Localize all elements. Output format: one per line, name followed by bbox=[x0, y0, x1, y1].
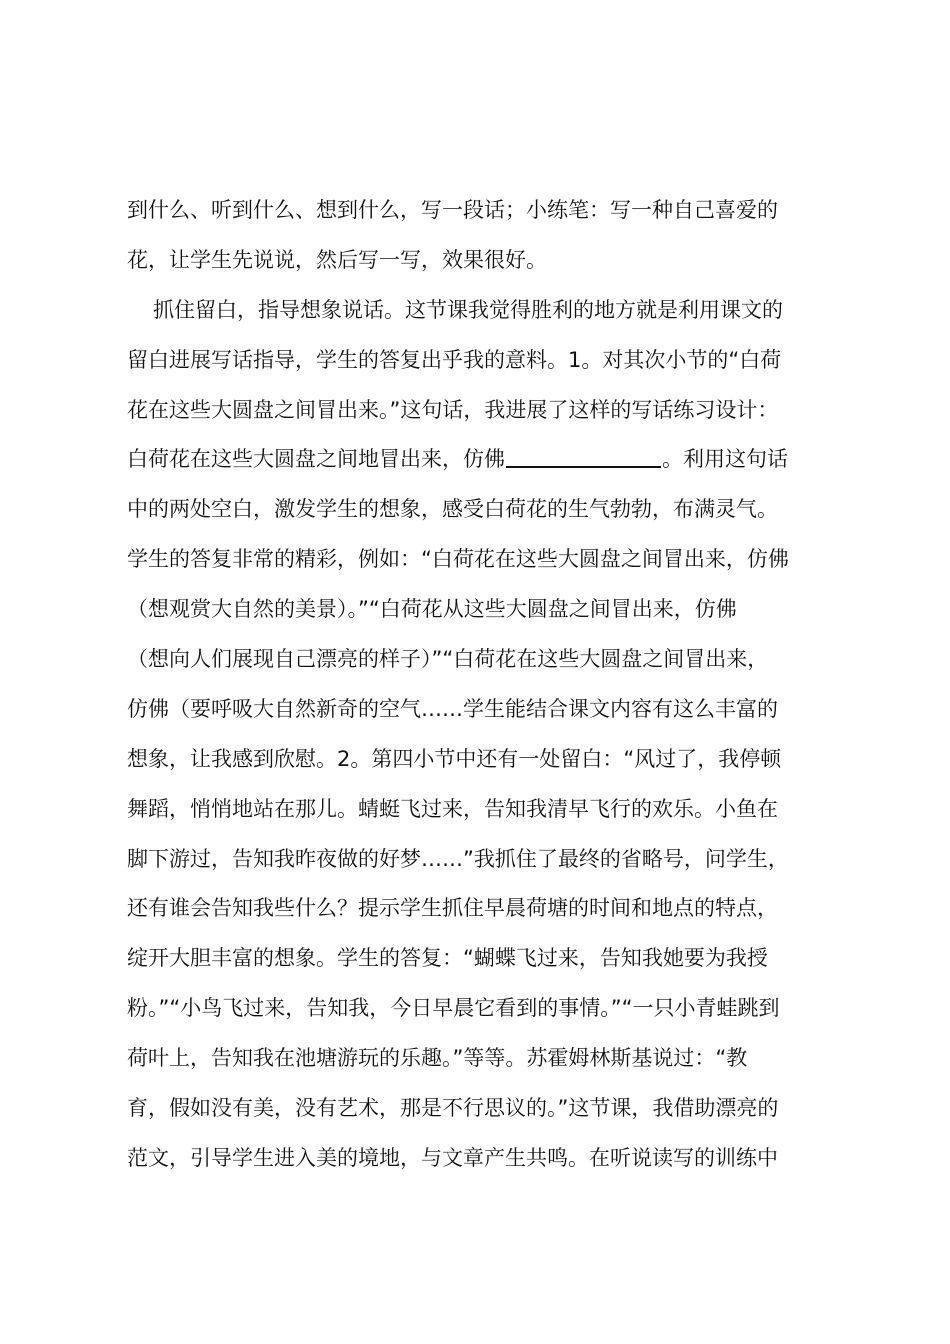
text-line: 舞蹈，悄悄地站在那儿。蜻蜓飞过来，告知我清早飞行的欢乐。小鱼在 bbox=[127, 796, 778, 821]
text-line: （想向人们展现自己漂亮的样子）”“白荷花在这些大圆盘之间冒出来， bbox=[127, 647, 769, 672]
text-line: 学生的答复非常的精彩，例如：“白荷花在这些大圆盘之间冒出来，仿佛 bbox=[127, 547, 789, 572]
text-line: 脚下游过，告知我昨夜做的好梦……”我抓住了最终的省略号，问学生， bbox=[127, 846, 789, 871]
text-segment: 白荷花在这些大圆盘之间地冒出来，仿佛 bbox=[127, 447, 505, 472]
text-line: 中的两处空白，激发学生的想象，感受白荷花的生气勃勃，布满灵气。 bbox=[127, 497, 778, 522]
body-text bbox=[127, 186, 833, 1184]
text-line: 还有谁会告知我些什么？提示学生抓住早晨荷塘的时间和地点的特点， bbox=[127, 896, 778, 921]
text-line: 到什么、听到什么、想到什么，写一段话；小练笔：写一种自己喜爱的 bbox=[127, 198, 778, 222]
paragraph-start-line: 抓住留白，指导想象说话。这节课我觉得胜利的地方就是利用课文的 bbox=[153, 297, 783, 322]
fill-in-blank bbox=[506, 466, 661, 468]
text-line: 花，让学生先说说，然后写一写，效果很好。 bbox=[127, 247, 547, 272]
text-line: 绽开大胆丰富的想象。学生的答复：“蝴蝶飞过来，告知我她要为我授 bbox=[127, 946, 768, 971]
text-line: 仿佛（要呼吸大自然新奇的空气……学生能结合课文内容有这么丰富的 bbox=[127, 696, 778, 721]
text-line: （想观赏大自然的美景）。”“白荷花从这些大圆盘之间冒出来，仿佛 bbox=[127, 597, 737, 622]
text-segment: 。利用这句话 bbox=[662, 447, 788, 472]
text-line: 粉。”“小鸟飞过来，告知我，今日早晨它看到的事情。”“一只小青蛙跳到 bbox=[127, 996, 780, 1021]
text-line: 育，假如没有美，没有艺术，那是不行思议的。”这节课，我借助漂亮的 bbox=[127, 1096, 779, 1121]
text-line: 想象，让我感到欣慰。2。第四小节中还有一处留白：“风过了，我停顿 bbox=[127, 746, 782, 771]
text-line-with-blank bbox=[127, 435, 833, 485]
text-line: 花在这些大圆盘之间冒出来。”这句话，我进展了这样的写话练习设计： bbox=[127, 397, 779, 422]
text-line: 荷叶上，告知我在池塘游玩的乐趣。”等等。苏霍姆林斯基说过：“教 bbox=[127, 1046, 748, 1071]
text-line: 范文，引导学生进入美的境地，与文章产生共鸣。在听说读写的训练中 bbox=[127, 1145, 778, 1170]
text-line: 留白进展写话指导，学生的答复出乎我的意料。1。对其次小节的“白荷 bbox=[127, 347, 782, 372]
